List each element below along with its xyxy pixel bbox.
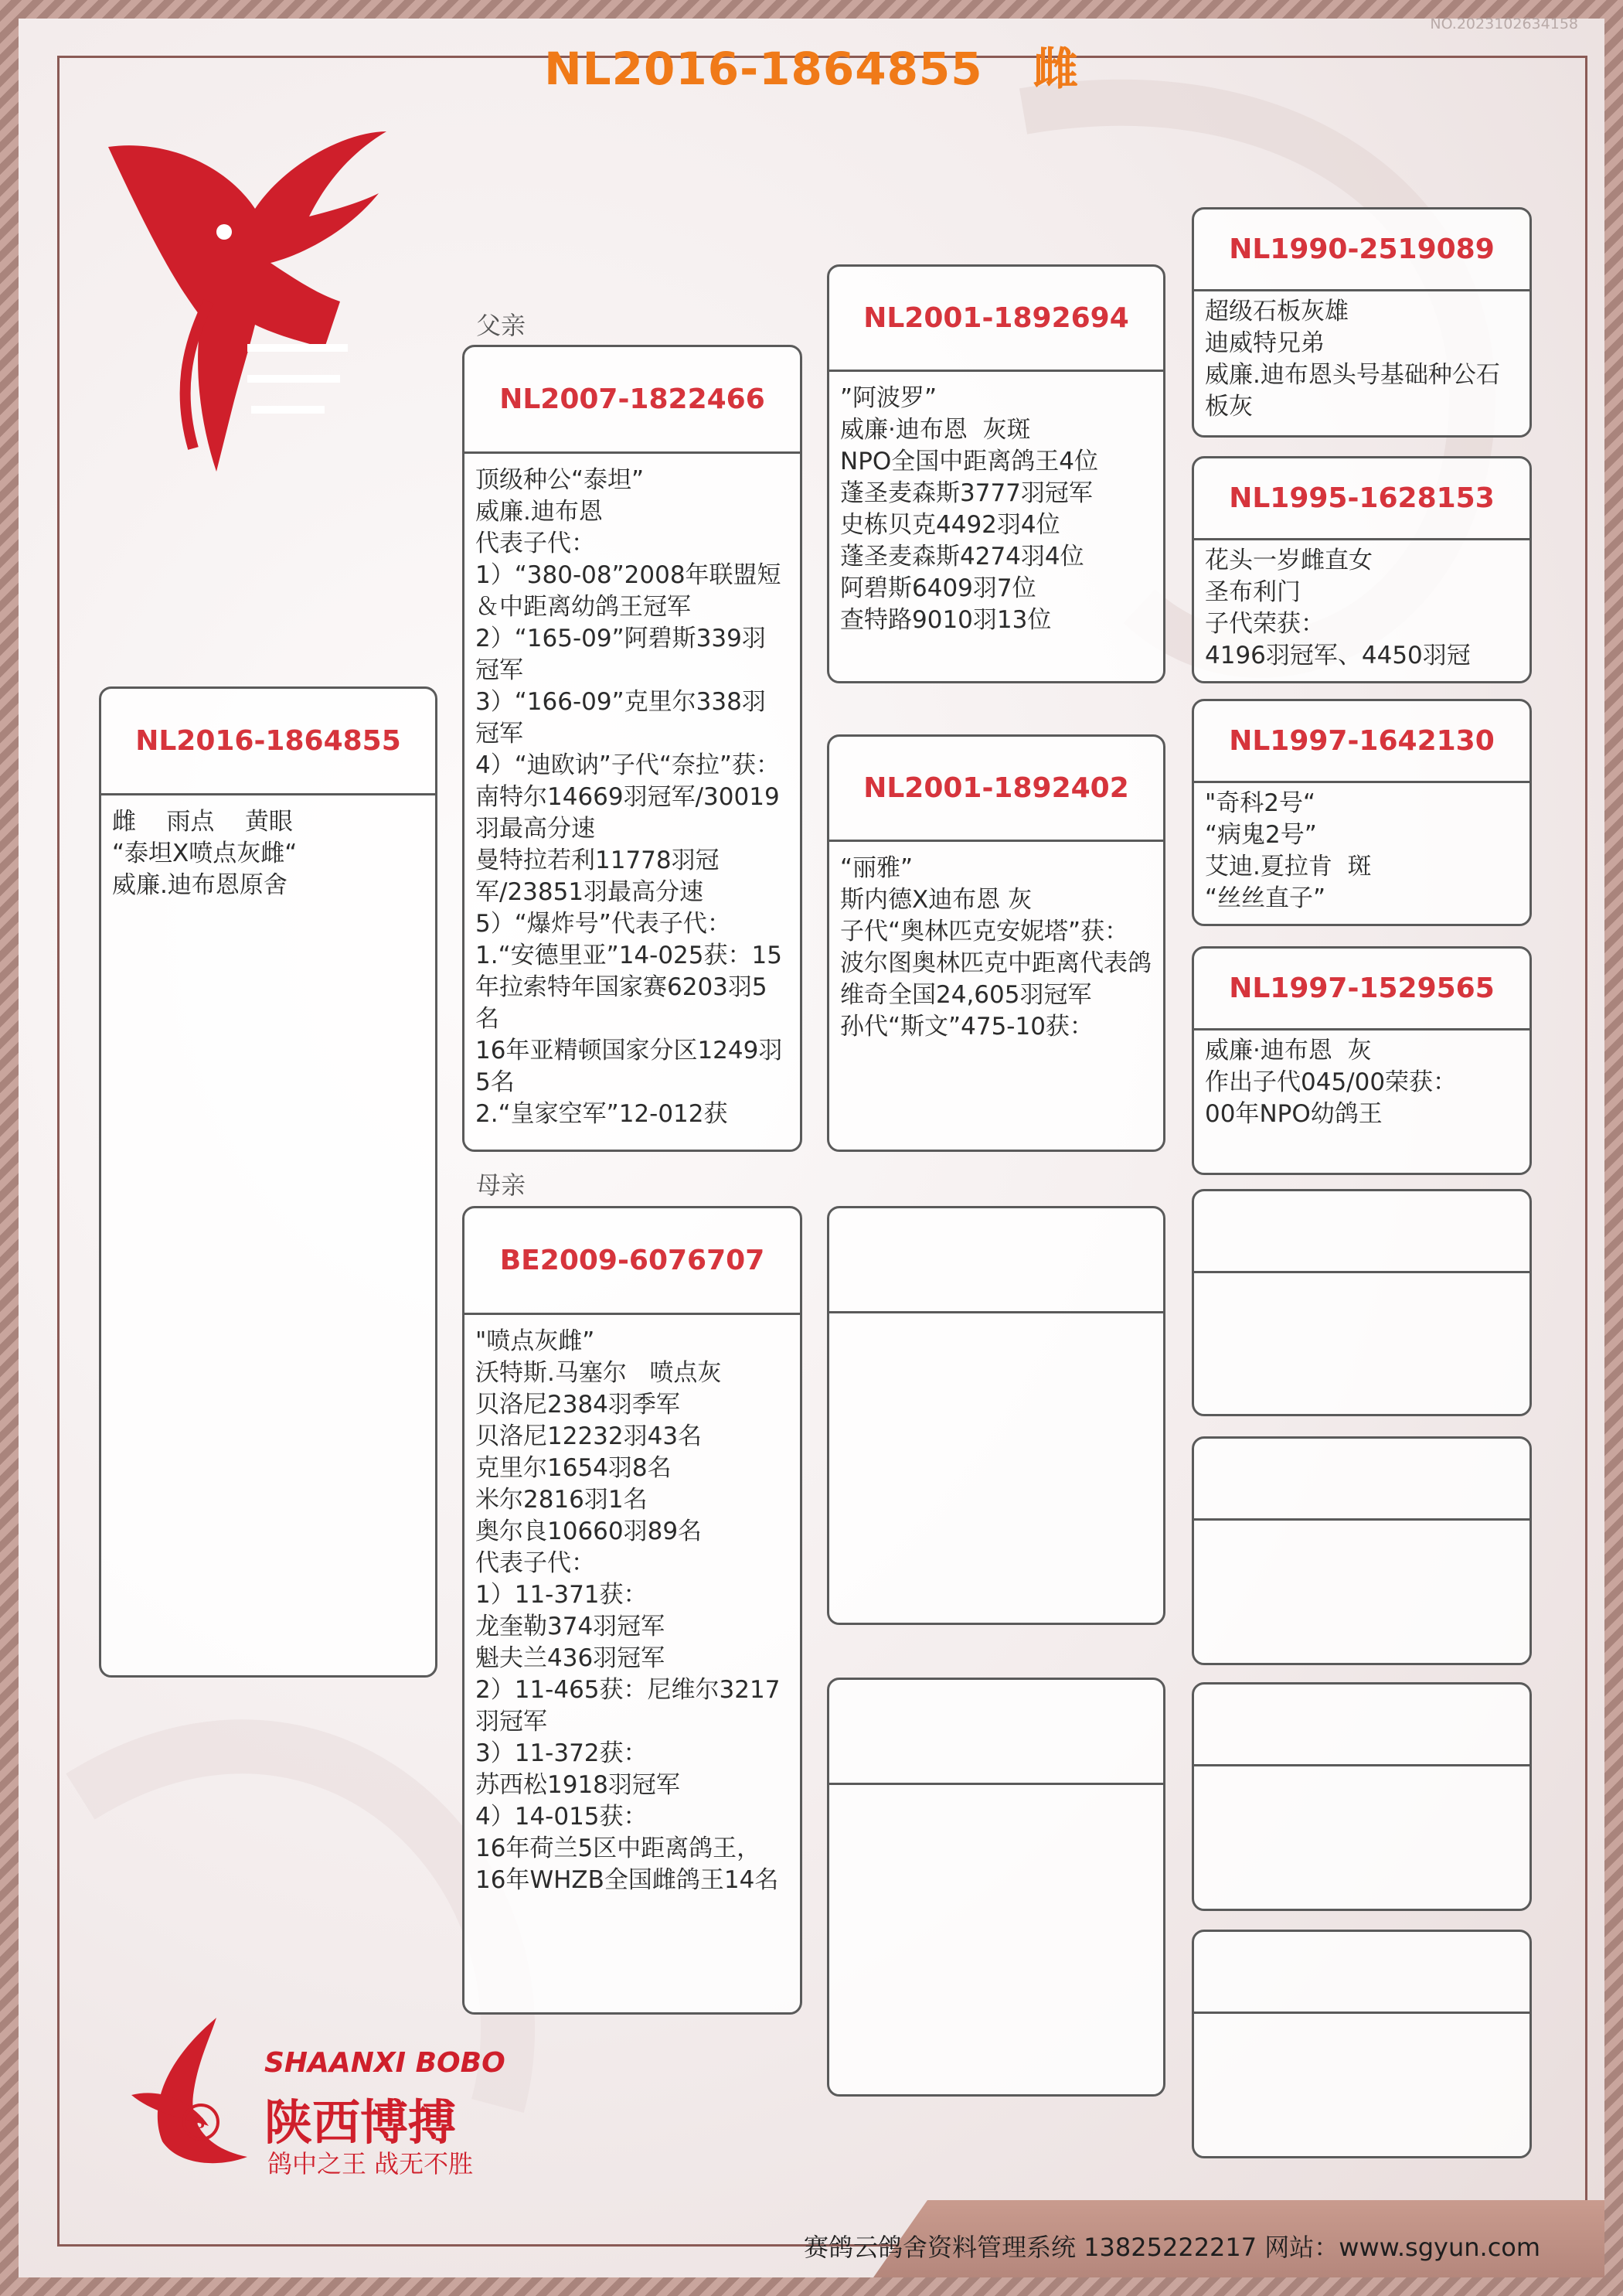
- ring-number: NL2001-1892694: [829, 267, 1163, 372]
- ds-dam-card: [1192, 1436, 1532, 1665]
- brand-english-name: SHAANXI BOBO: [264, 2047, 505, 2079]
- pigeon-info: "喷点灰雌” 沃特斯.马塞尔 喷点灰 贝洛尼2384羽季军 贝洛尼12232羽43名 克里尔1654羽8名 米尔2816羽1名 奥尔良10660羽89名 代表子代： 1）11-371获： 龙奎勒374羽冠军 魁夫兰436羽冠军 2）11-465获：尼维尔3217羽冠军 3）11-372获： 苏西松1918羽冠军 4）14-015获： 16年荷兰5区中距离鸽王，16年WHZB全国雌鸽王14名: [475, 1327, 781, 1894]
- ring-number: NL1995-1628153: [1194, 458, 1529, 540]
- pigeon-info: [1194, 1273, 1529, 1295]
- ring-number: NL1997-1529565: [1194, 949, 1529, 1030]
- ring-number: [1194, 1439, 1529, 1521]
- ring-number: [829, 1680, 1163, 1785]
- ring-number: NL2007-1822466: [464, 347, 800, 454]
- ring-number: BE2009-6076707: [464, 1208, 800, 1315]
- pigeon-info: [1194, 2014, 1529, 2035]
- footer-text: 赛鸽云鸽舍资料管理系统 13825222217 网站：www.sgyun.com: [804, 2233, 1541, 2262]
- pigeon-info: [1194, 1766, 1529, 1788]
- dam-dam-card: [827, 1678, 1165, 2097]
- dd-dam-card: [1192, 1930, 1532, 2158]
- subject-pigeon-card: [99, 686, 437, 1678]
- ring-number: [829, 1208, 1163, 1313]
- ring-number: [1194, 1191, 1529, 1273]
- ds-sire-card: [1192, 1189, 1532, 1416]
- title-sex: 雌: [1033, 43, 1079, 95]
- pigeon-info: [1194, 1521, 1529, 1542]
- ring-number: NL2016-1864855: [101, 689, 435, 795]
- brand-slogan: 鸽中之王 战无不胜: [267, 2149, 474, 2178]
- pigeon-info: 花头一岁雌直女 圣布利门 子代荣获： 4196羽冠军、4450羽冠: [1205, 547, 1471, 669]
- dam-sire-card: [827, 1206, 1165, 1625]
- brand-chinese-name: 陕西博搏: [264, 2094, 457, 2151]
- ring-number: NL2001-1892402: [829, 737, 1163, 842]
- ring-number: NL1997-1642130: [1194, 701, 1529, 783]
- pigeon-info: 超级石板灰雄 迪威特兄弟 威廉.迪布恩头号基础种公石板灰: [1205, 298, 1500, 421]
- pigeon-info: 威廉·迪布恩 灰 作出子代045/00荣获： 00年NPO幼鸽王: [1205, 1037, 1458, 1128]
- ring-number: [1194, 1932, 1529, 2014]
- pigeon-info: ”阿波罗” 威廉·迪布恩 灰斑 NPO全国中距离鸽王4位 蓬圣麦森斯3777羽冠军 史栋贝克4492羽4位 蓬圣麦森斯4274羽4位 阿碧斯6409羽7位 查特路9010羽13位: [840, 384, 1099, 634]
- sd-dam-card: [1192, 946, 1532, 1175]
- svg-text:B: B: [193, 2113, 205, 2132]
- page-title: [0, 32, 1623, 97]
- sire-label: 父亲: [476, 311, 526, 340]
- dam-card: [462, 1206, 802, 2015]
- sd-sire-card: [1192, 699, 1532, 926]
- pigeon-info: 雌 雨点 黄眼 “泰坦X喷点灰雌“ 威廉.迪布恩原舍: [112, 808, 298, 899]
- phoenix-logo: [93, 116, 402, 487]
- ss-sire-card: [1192, 207, 1532, 438]
- dam-label: 母亲: [476, 1170, 526, 1200]
- pigeon-info: “丽雅” 斯内德X迪布恩 灰 子代“奥林匹克安妮塔”获： 波尔图奥林匹克中距离代表鸽 维奇全国24,605羽冠军 孙代“斯文”475-10获：: [840, 854, 1152, 1041]
- pigeon-info: [829, 1785, 1163, 1807]
- pigeon-info: 顶级种公“泰坦” 威廉.迪布恩 代表子代： 1）“380-08”2008年联盟短＆中距离幼鸽王冠军 2）“165-09”阿碧斯339羽冠军 3）“166-09”克里尔338羽冠军 4）“迪欧讷”子代“奈拉”获：南特尔14669羽冠军/30019羽最高分速 曼特拉若利11778羽冠军/23851羽最高分速 5）“爆炸号”代表子代：1.“安德里亚”14-025获：15年拉索特年国家赛6203羽5名 16年亚精顿国家分区1249羽5名 2.“皇家空军”12-012获: [475, 466, 783, 1128]
- ss-dam-card: [1192, 456, 1532, 683]
- dd-sire-card: [1192, 1682, 1532, 1911]
- document-number: NO.2023102634158: [1430, 15, 1578, 32]
- sire-sire-card: [827, 264, 1165, 683]
- sire-dam-card: [827, 734, 1165, 1152]
- sire-card: [462, 345, 802, 1152]
- pigeon-info: [829, 1313, 1163, 1335]
- ring-number: [1194, 1685, 1529, 1766]
- ring-number: NL1990-2519089: [1194, 210, 1529, 291]
- title-ring: NL2016-1864855: [544, 43, 983, 95]
- pigeon-info: "奇科2号“ “病鬼2号” 艾迪.夏拉肯 斑 “丝丝直子”: [1205, 789, 1372, 912]
